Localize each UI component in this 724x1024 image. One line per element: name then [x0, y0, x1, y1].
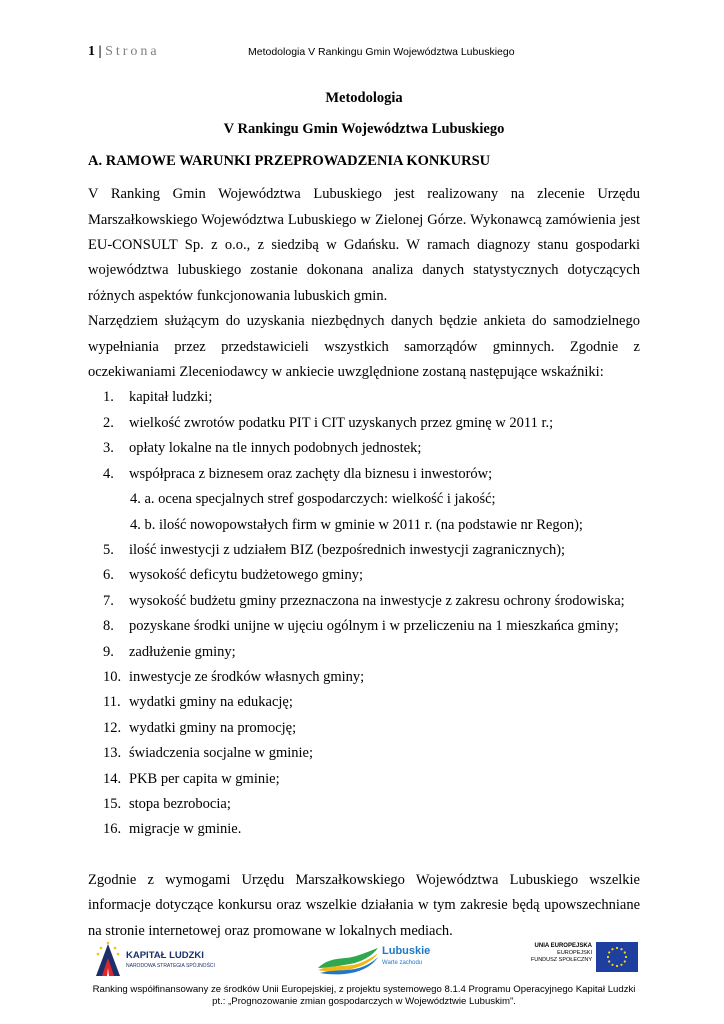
criteria-item [88, 640, 640, 665]
criteria-subitem [88, 487, 640, 512]
criteria-number: 13. [103, 745, 122, 762]
criteria-item [88, 792, 640, 817]
criteria-text: kapitał ludzki; [129, 389, 213, 406]
criteria-item [88, 665, 640, 690]
criteria-text: wydatki gminy na promocję; [129, 719, 297, 736]
criteria-item [88, 538, 640, 563]
criteria-item [88, 690, 640, 715]
eu-text-block [531, 942, 592, 964]
kapital-ludzki-text: KAPITAŁ LUDZKI [126, 950, 204, 961]
criteria-item [88, 385, 640, 410]
paragraph-publicity: Zgodnie z wymogami Urzędu Marszałkowskiego Województwa Lubuskiego wszelkie informacje dotyczące konkursu oraz wszelkie działania w tym zakresie będą upowszechniane na stronie internetowej oraz promowane w lokalnych mediach. [88, 871, 640, 939]
page-word: Strona [105, 44, 160, 59]
document-title: Metodologia [325, 90, 403, 106]
criteria-number: 2. [103, 414, 114, 431]
criteria-number: 5. [103, 541, 114, 558]
criteria-number: 3. [103, 440, 114, 457]
criteria-item [88, 817, 640, 842]
kapital-ludzki-logo [94, 938, 224, 980]
criteria-text: inwestycje ze środków własnych gminy; [129, 668, 365, 685]
page-footer [88, 984, 640, 1008]
criteria-text: wielkość zwrotów podatku PIT i CIT uzyskanych przez gminę w 2011 r.; [129, 414, 554, 431]
kapital-ludzki-subtext: NARODOWA STRATEGIA SPÓJNOŚCI [126, 963, 215, 969]
criteria-item [88, 462, 640, 487]
eu-fund-label-2: FUNDUSZ SPOŁECZNY [530, 957, 592, 963]
header-title: Metodologia V Rankingu Gmin Województwa Lubuskiego [248, 46, 515, 58]
criteria-text: pozyskane środki unijne w ujęciu ogólnym i w przeliczeniu na 1 mieszkańca gminy; [129, 618, 619, 635]
lubuskie-slogan: Warte zachodu [382, 960, 423, 966]
criteria-text: wydatki gminy na edukację; [129, 694, 293, 711]
criteria-text: zadłużenie gminy; [129, 643, 236, 660]
criteria-text: współpraca z biznesem oraz zachęty dla biznesu i inwestorów; [129, 465, 493, 482]
criteria-list [88, 385, 640, 842]
criteria-number: 16. [103, 821, 122, 838]
lubuskie-wave-icon [316, 946, 380, 976]
criteria-subitem [88, 513, 640, 538]
criteria-number: 7. [103, 592, 114, 609]
page-number: 1 [88, 44, 95, 59]
lubuskie-logo [316, 942, 436, 978]
criteria-number: 1. [103, 389, 114, 406]
page-number-label [88, 44, 160, 60]
criteria-item [88, 411, 640, 436]
criteria-item [88, 614, 640, 639]
page-header [88, 44, 648, 62]
criteria-item [88, 436, 640, 461]
criteria-number: 12. [103, 719, 122, 736]
footer-line-1: Ranking współfinansowany ze środków Unii Europejskiej, z projektu systemowego 8.1.4 Programu Operacyjnego Kapitał Ludzki [92, 984, 636, 995]
criteria-item [88, 716, 640, 741]
criteria-item [88, 767, 640, 792]
page-separator: | [95, 44, 106, 59]
logos-bar [88, 938, 640, 980]
criteria-number: 14. [103, 770, 122, 787]
criteria-text: migracje w gminie. [129, 821, 242, 838]
criteria-text: PKB per capita w gminie; [129, 770, 280, 787]
paragraph-intro: V Ranking Gmin Województwa Lubuskiego jest realizowany na zlecenie Urzędu Marszałkowskiego Województwa Lubuskiego w Zielonej Górze. Wykonawcą zamówienia jest EU-CONSULT Sp. z o.o., z siedzibą w Gdańsku. W ramach diagnozy stanu gospodarki województwa lubuskiego zostanie dokonana analiza danych statystycznych dotyczących różnych aspektów funkcjonowania lubuskich gmin. [88, 186, 640, 304]
criteria-item [88, 563, 640, 588]
criteria-text: 4. a. ocena specjalnych stref gospodarczych: wielkość i jakość; [130, 491, 496, 508]
lubuskie-text: Lubuskie [382, 945, 431, 957]
criteria-number: 8. [103, 618, 114, 635]
kapital-ludzki-emblem-icon [94, 940, 122, 978]
criteria-text: 4. b. ilość nowopowstałych firm w gminie w 2011 r. (na podstawie nr Regon); [130, 516, 583, 533]
criteria-text: ilość inwestycji z udziałem BIZ (bezpośrednich inwestycji zagranicznych); [129, 541, 566, 558]
criteria-text: wysokość budżetu gminy przeznaczona na inwestycje z zakresu ochrony środowiska; [129, 592, 625, 609]
criteria-number: 6. [103, 567, 114, 584]
document-subtitle: V Rankingu Gmin Województwa Lubuskiego [223, 121, 505, 138]
eu-logo [510, 940, 638, 980]
criteria-text: świadczenia socjalne w gminie; [129, 745, 314, 762]
criteria-item [88, 589, 640, 614]
section-heading: A. RAMOWE WARUNKI PRZEPROWADZENIA KONKURSU [88, 152, 491, 169]
footer-line-2: pt.: „Prognozowanie zmian gospodarczych w Województwie Lubuskim”. [212, 996, 516, 1007]
criteria-text: wysokość deficytu budżetowego gminy; [129, 567, 363, 584]
eu-fund-label-1: EUROPEJSKI [557, 950, 592, 956]
criteria-number: 15. [103, 795, 122, 812]
criteria-text: opłaty lokalne na tle innych podobnych jednostek; [129, 440, 422, 457]
criteria-text: stopa bezrobocia; [129, 795, 231, 812]
criteria-number: 4. [103, 465, 114, 482]
document-body [88, 86, 640, 944]
criteria-number: 9. [103, 643, 114, 660]
paragraph-survey: Narzędziem służącym do uzyskania niezbędnych danych będzie ankieta do samodzielnego wypełniania przez przedstawicieli wszystkich samorządów gminnych. Zgodnie z oczekiwaniami Zleceniodawcy w ankiecie uwzględnione zostaną następujące wskaźniki: [88, 313, 640, 381]
eu-flag-icon [596, 942, 638, 972]
criteria-number: 10. [103, 668, 122, 685]
eu-union-label: UNIA EUROPEJSKA [534, 943, 592, 949]
criteria-item [88, 741, 640, 766]
criteria-number: 11. [103, 694, 121, 711]
